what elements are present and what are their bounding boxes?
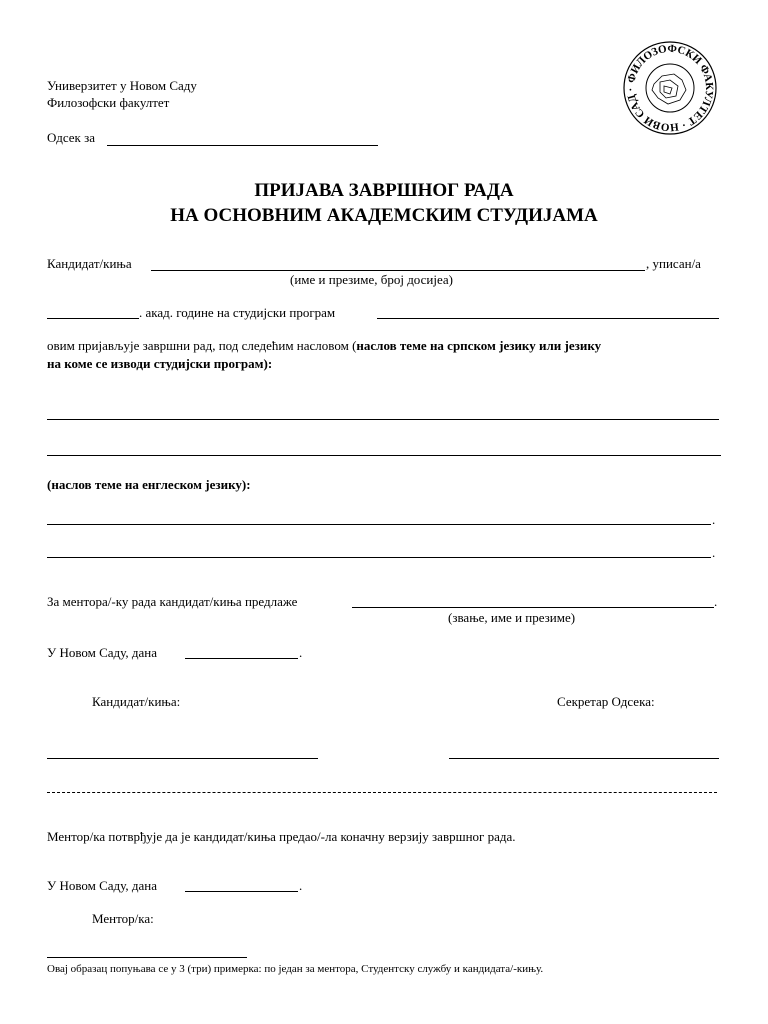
mentor-signature-label: Ментор/ка: bbox=[92, 911, 154, 926]
study-program-field[interactable] bbox=[377, 318, 719, 319]
topic-english-field-2[interactable] bbox=[47, 557, 711, 558]
candidate-signature-field[interactable] bbox=[47, 758, 318, 759]
date-label-1: У Новом Саду, дана bbox=[47, 645, 157, 660]
english-field-1-period: . bbox=[712, 512, 716, 527]
topic-serbian-field-2[interactable] bbox=[47, 455, 721, 456]
mentor-proposal-period: . bbox=[714, 594, 718, 609]
date-label-2: У Новом Саду, дана bbox=[47, 878, 157, 893]
academic-year-field[interactable] bbox=[47, 318, 139, 319]
seal-text: ФИЛОЗОФСКИ ФАКУЛТЕТ · НОВИ САД · bbox=[624, 42, 716, 134]
form-title-line2: НА ОСНОВНИМ АКАДЕМСКИМ СТУДИЈАМА bbox=[170, 205, 598, 226]
date-2-period: . bbox=[299, 878, 303, 893]
faculty-name: Филозофски факултет bbox=[47, 95, 170, 110]
candidate-signature-label: Кандидат/киња: bbox=[92, 694, 181, 709]
globe-icon bbox=[652, 74, 686, 104]
secretary-signature-label: Секретар Одсека: bbox=[557, 694, 655, 709]
mentor-confirmation-text: Ментор/ка потврђује да је кандидат/киња предао/-ла коначну верзију завршног рада. bbox=[47, 829, 516, 844]
department-field[interactable] bbox=[107, 145, 378, 146]
date-field-1[interactable] bbox=[185, 658, 298, 659]
cut-line-divider bbox=[47, 792, 717, 793]
topic-intro-bold-line2: на коме се изводи студијски програм): bbox=[47, 356, 273, 371]
mentor-proposal-label: За ментора/-ку рада кандидат/киња предлаже bbox=[47, 594, 298, 609]
topic-intro-text: овим пријављује завршни рад, под следећим насловом ( bbox=[47, 338, 357, 353]
candidate-name-field[interactable] bbox=[151, 270, 645, 271]
program-label: . акад. године на студијски програм bbox=[139, 305, 336, 320]
english-field-2-period: . bbox=[712, 545, 716, 560]
topic-serbian-field-1[interactable] bbox=[47, 419, 719, 420]
date-field-2[interactable] bbox=[185, 891, 298, 892]
mentor-signature-field[interactable] bbox=[47, 957, 247, 958]
enrolled-label: , уписан/а bbox=[646, 256, 701, 271]
department-label: Одсек за bbox=[47, 130, 96, 145]
mentor-name-field[interactable] bbox=[352, 607, 714, 608]
footnote: Овај образац попуњава се у 3 (три) примерка: по један за ментора, Студентску службу и кандидата/-кињу. bbox=[47, 963, 544, 975]
candidate-label: Кандидат/киња bbox=[47, 256, 132, 271]
faculty-seal bbox=[622, 40, 718, 136]
secretary-signature-field[interactable] bbox=[449, 758, 719, 759]
topic-intro bbox=[47, 338, 601, 354]
candidate-hint: (име и презиме, број досијеа) bbox=[290, 272, 453, 287]
form-title-line1: ПРИЈАВА ЗАВРШНОГ РАДА bbox=[254, 180, 514, 201]
university-name: Универзитет у Новом Саду bbox=[47, 78, 197, 93]
mentor-hint: (звање, име и презиме) bbox=[448, 610, 576, 625]
english-topic-label: (наслов теме на енглеском језику): bbox=[47, 477, 251, 492]
date-1-period: . bbox=[299, 645, 303, 660]
topic-intro-bold: наслов теме на српском језику или језику bbox=[356, 338, 602, 353]
topic-english-field-1[interactable] bbox=[47, 524, 711, 525]
